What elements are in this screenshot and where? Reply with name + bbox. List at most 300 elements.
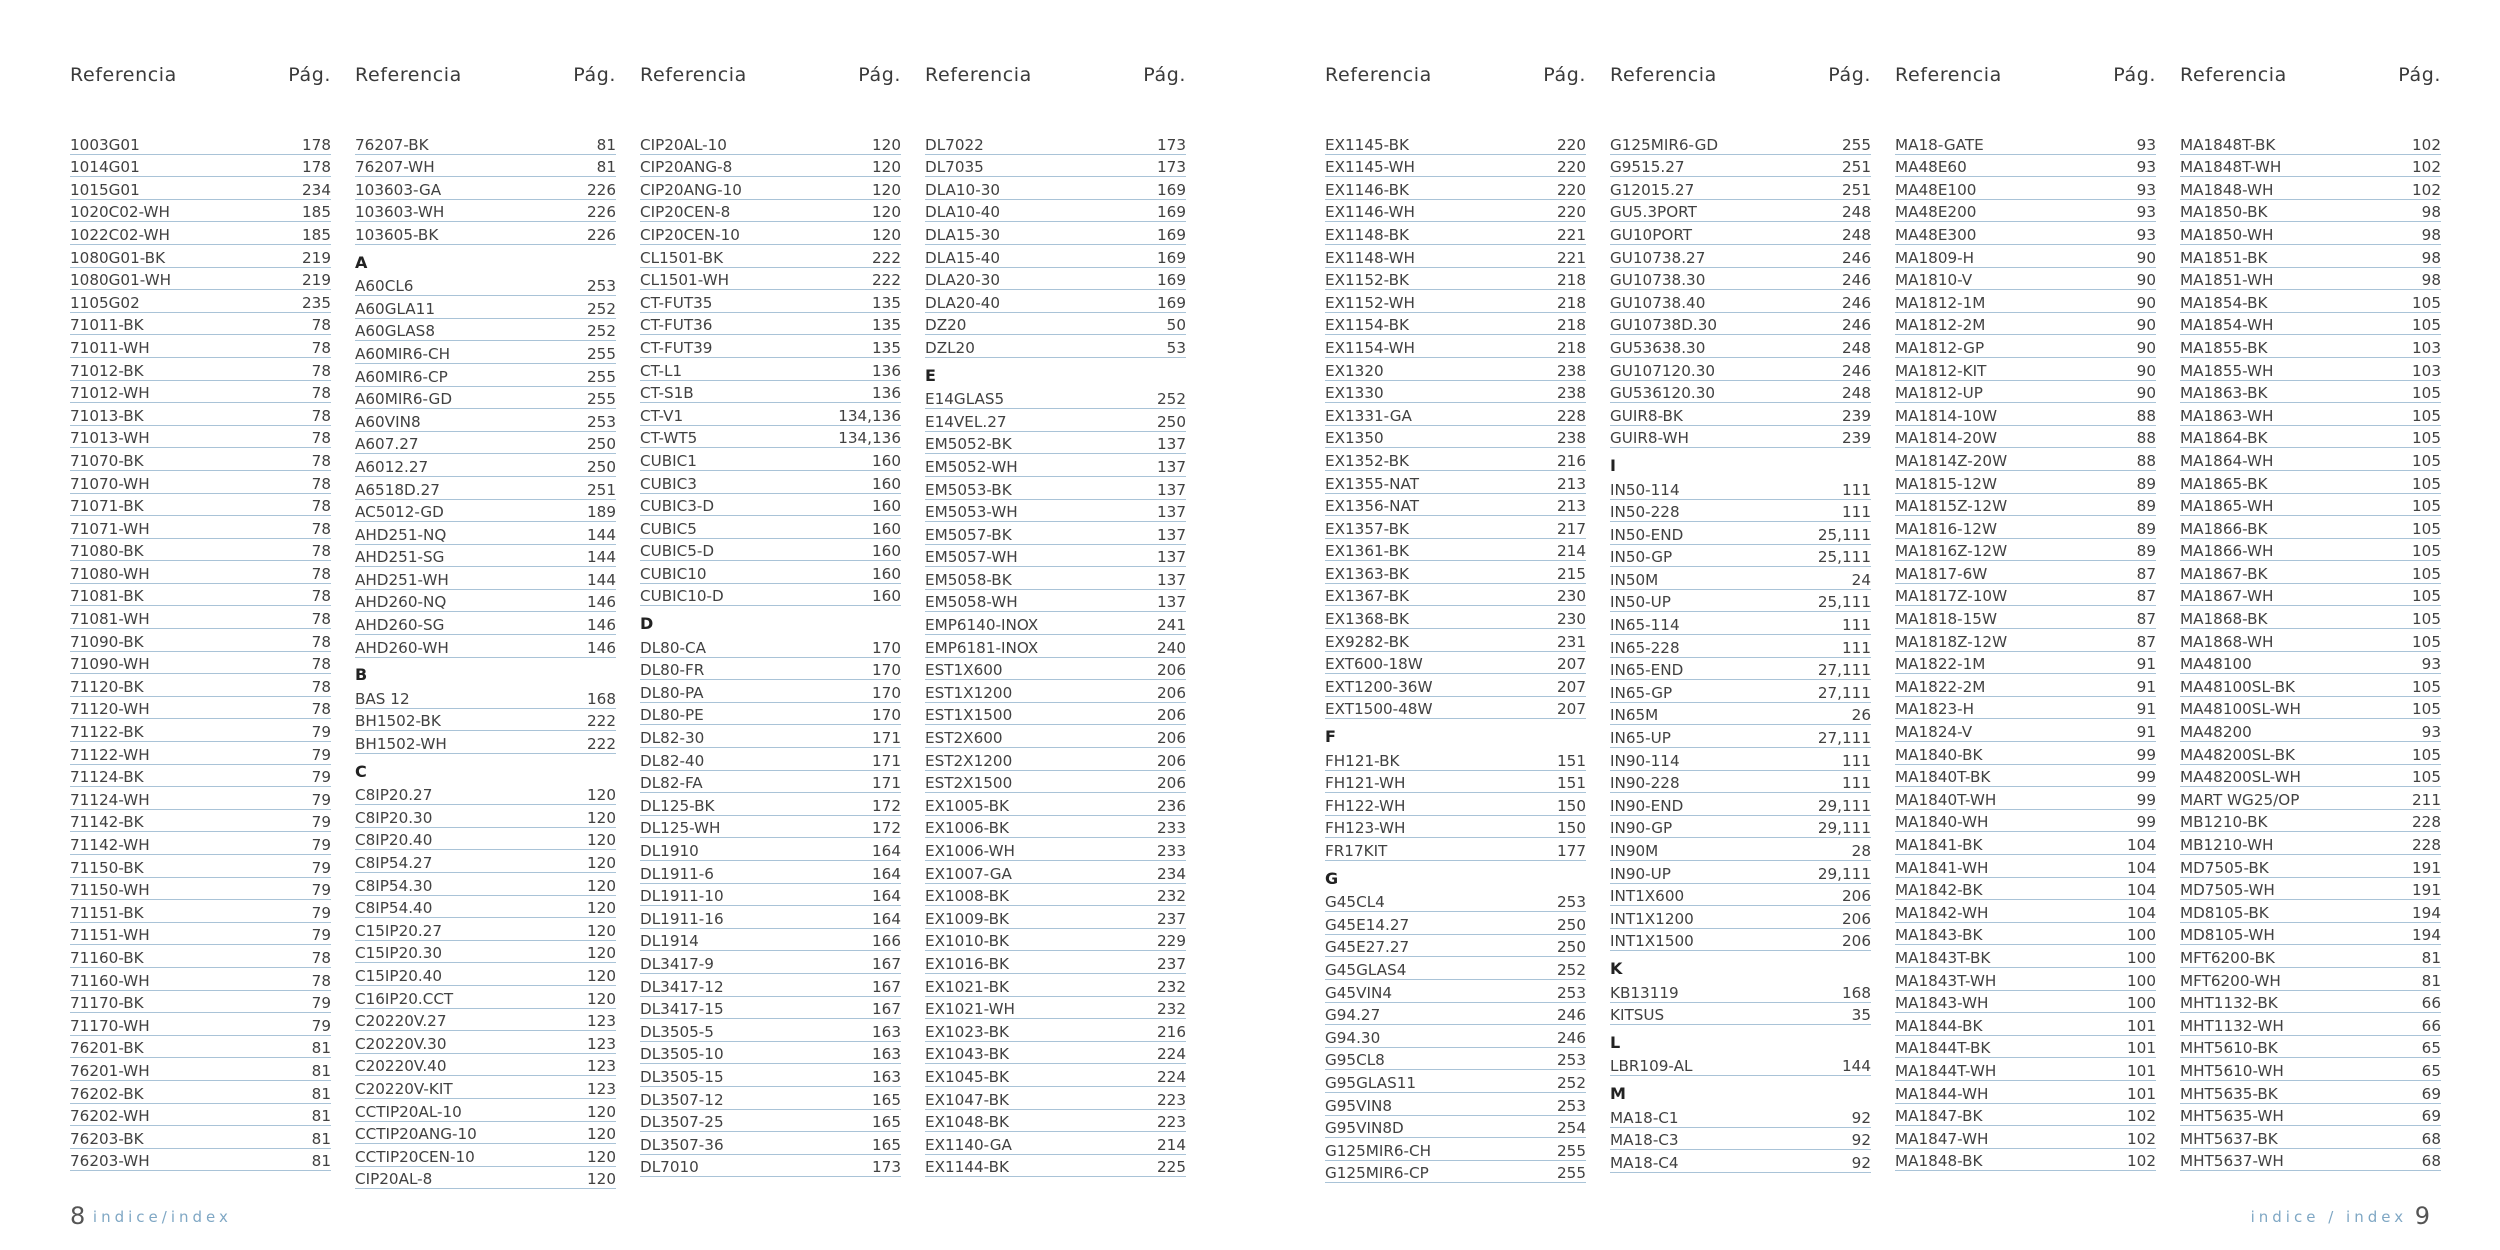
reference-code: EX1043-BK bbox=[925, 1045, 1009, 1064]
index-row bbox=[1325, 1138, 1586, 1161]
index-row bbox=[70, 787, 331, 810]
index-row bbox=[1895, 697, 2156, 720]
page-reference: 120 bbox=[872, 203, 901, 222]
reference-code: C8IP54.40 bbox=[355, 899, 433, 918]
index-row bbox=[355, 941, 616, 964]
index-row bbox=[1610, 222, 1871, 245]
page-reference: 25,111 bbox=[1817, 548, 1871, 567]
page-reference: 90 bbox=[2136, 338, 2156, 357]
reference-code: MA1844T-WH bbox=[1895, 1061, 1997, 1080]
index-row bbox=[925, 245, 1186, 268]
reference-code: EX1021-BK bbox=[925, 977, 1009, 996]
index-row bbox=[2180, 674, 2441, 697]
page-reference: 81 bbox=[311, 1107, 331, 1126]
reference-code: KITSUS bbox=[1610, 1006, 1665, 1025]
reference-code: 71124-BK bbox=[70, 768, 144, 787]
reference-code: C8IP54.27 bbox=[355, 854, 433, 872]
page-reference: 29,111 bbox=[1817, 864, 1871, 883]
index-row bbox=[925, 703, 1186, 726]
section-letter: E bbox=[925, 365, 936, 385]
reference-code: EX1320 bbox=[1325, 361, 1384, 380]
page-reference: 93 bbox=[2421, 723, 2441, 742]
reference-code: G125MIR6-CH bbox=[1325, 1141, 1432, 1160]
page-reference: 78 bbox=[311, 948, 331, 967]
index-row bbox=[1325, 816, 1586, 839]
index-row bbox=[1895, 968, 2156, 991]
reference-code: GU10738.40 bbox=[1610, 293, 1706, 312]
reference-code: G9515.27 bbox=[1610, 158, 1685, 177]
reference-code: 71122-WH bbox=[70, 745, 150, 764]
index-row bbox=[355, 364, 616, 387]
index-row bbox=[70, 697, 331, 720]
reference-code: IN50-END bbox=[1610, 525, 1684, 544]
page-reference: 167 bbox=[872, 1000, 901, 1019]
page-reference: 105 bbox=[2412, 497, 2441, 516]
page-reference: 226 bbox=[587, 225, 616, 244]
page-reference: 220 bbox=[1557, 180, 1586, 199]
index-row bbox=[70, 132, 331, 155]
page-reference: 246 bbox=[1842, 248, 1871, 267]
index-row bbox=[2180, 855, 2441, 878]
page-reference: 206 bbox=[1842, 887, 1871, 906]
page-reference: 235 bbox=[302, 293, 331, 312]
index-row bbox=[640, 222, 901, 245]
reference-code: EM5057-BK bbox=[925, 525, 1012, 544]
index-row bbox=[1895, 945, 2156, 968]
reference-code: IN65M bbox=[1610, 706, 1659, 725]
index-row bbox=[1325, 1048, 1586, 1071]
page-reference: 120 bbox=[587, 966, 616, 985]
page-reference: 248 bbox=[1842, 338, 1871, 357]
reference-code: EX1005-BK bbox=[925, 796, 1009, 815]
reference-code: G125MIR6-GD bbox=[1610, 135, 1719, 154]
page-reference: 99 bbox=[2136, 768, 2156, 787]
reference-code: MA1843-BK bbox=[1895, 926, 1983, 945]
index-row bbox=[70, 900, 331, 923]
index-row bbox=[1325, 561, 1586, 584]
index-row bbox=[355, 635, 616, 658]
index-row bbox=[640, 1019, 901, 1042]
index-row bbox=[640, 177, 901, 200]
reference-code: EX1010-BK bbox=[925, 932, 1009, 951]
reference-code: MA1822-2M bbox=[1895, 677, 1986, 696]
index-row bbox=[1895, 426, 2156, 449]
page-reference: 92 bbox=[1851, 1153, 1871, 1172]
index-row bbox=[1895, 335, 2156, 358]
index-row bbox=[1610, 426, 1871, 449]
page-reference: 123 bbox=[587, 1057, 616, 1076]
page-reference: 213 bbox=[1557, 497, 1586, 516]
reference-code: MA1864-WH bbox=[2180, 451, 2274, 470]
page-reference: 89 bbox=[2136, 542, 2156, 561]
page-reference: 91 bbox=[2136, 655, 2156, 674]
index-row bbox=[640, 313, 901, 336]
index-row bbox=[1895, 1126, 2156, 1149]
page-reference: 79 bbox=[311, 723, 331, 742]
reference-code: CT-L1 bbox=[640, 361, 683, 380]
reference-code: 71124-WH bbox=[70, 790, 150, 809]
index-row bbox=[2180, 494, 2441, 517]
page-reference: 105 bbox=[2412, 474, 2441, 493]
page-reference: 225 bbox=[1157, 1158, 1186, 1177]
reference-code: MA1817-6W bbox=[1895, 564, 1988, 583]
index-row bbox=[2180, 945, 2441, 968]
index-row bbox=[70, 1149, 331, 1172]
index-row bbox=[1325, 245, 1586, 268]
index-row bbox=[1895, 584, 2156, 607]
page-reference: 255 bbox=[587, 367, 616, 386]
reference-code: G95CL8 bbox=[1325, 1051, 1385, 1070]
reference-code: GU53638.30 bbox=[1610, 338, 1706, 357]
page-reference: 189 bbox=[587, 503, 616, 522]
reference-code: IN65-UP bbox=[1610, 729, 1671, 748]
index-column-4 bbox=[925, 64, 1186, 1177]
reference-code: A60CL6 bbox=[355, 277, 414, 296]
index-row bbox=[355, 1076, 616, 1099]
reference-code: MA1815Z-12W bbox=[1895, 497, 2008, 516]
section-letter: C bbox=[355, 761, 367, 781]
reference-code: EX1016-BK bbox=[925, 954, 1009, 973]
page-reference: 165 bbox=[872, 1113, 901, 1132]
page-reference: 237 bbox=[1157, 909, 1186, 928]
index-row bbox=[70, 945, 331, 968]
reference-code: 71150-WH bbox=[70, 881, 150, 900]
reference-code: MA48E300 bbox=[1895, 225, 1977, 244]
reference-code: MA1865-BK bbox=[2180, 474, 2268, 493]
page-reference: 252 bbox=[1557, 1073, 1586, 1092]
page-reference: 137 bbox=[1157, 457, 1186, 476]
page-reference: 120 bbox=[587, 944, 616, 963]
index-row bbox=[925, 906, 1186, 929]
reference-code: IN90-114 bbox=[1610, 751, 1680, 770]
reference-code: MD8105-BK bbox=[2180, 903, 2269, 922]
section-letter: M bbox=[1610, 1083, 1626, 1103]
page-reference: 237 bbox=[1157, 954, 1186, 973]
index-row bbox=[1610, 245, 1871, 268]
reference-code: MA18-C4 bbox=[1610, 1153, 1679, 1172]
reference-code: MD7505-BK bbox=[2180, 858, 2269, 877]
reference-code: A60GLA11 bbox=[355, 299, 436, 318]
page-reference: 163 bbox=[872, 1067, 901, 1086]
index-row bbox=[70, 290, 331, 313]
reference-code: CUBIC1 bbox=[640, 451, 697, 470]
page-reference: 78 bbox=[311, 610, 331, 629]
page-reference: 81 bbox=[311, 1039, 331, 1058]
reference-code: 76201-BK bbox=[70, 1039, 144, 1058]
section-letter: G bbox=[1325, 868, 1339, 888]
reference-code: MA1812-KIT bbox=[1895, 361, 1987, 380]
reference-code: EM5053-WH bbox=[925, 503, 1018, 522]
index-row bbox=[1895, 787, 2156, 810]
reference-code: CT-WT5 bbox=[640, 429, 698, 448]
page-reference: 246 bbox=[1842, 361, 1871, 380]
page-reference: 102 bbox=[2412, 158, 2441, 177]
index-row bbox=[355, 783, 616, 806]
reference-code: MA48200 bbox=[2180, 723, 2252, 742]
page-reference: 120 bbox=[587, 876, 616, 895]
page-reference: 164 bbox=[872, 909, 901, 928]
reference-code: DL82-30 bbox=[640, 729, 705, 748]
reference-code: MA18-C1 bbox=[1610, 1108, 1679, 1127]
page-reference: 87 bbox=[2136, 564, 2156, 583]
reference-code: 71080-BK bbox=[70, 542, 144, 561]
index-row bbox=[1610, 545, 1871, 568]
reference-code: IN50-114 bbox=[1610, 480, 1680, 499]
index-row bbox=[2180, 991, 2441, 1014]
index-row bbox=[1325, 313, 1586, 336]
page-reference: 81 bbox=[596, 135, 616, 154]
reference-code: MA48100SL-BK bbox=[2180, 677, 2295, 696]
page-reference: 164 bbox=[872, 864, 901, 883]
index-row bbox=[640, 748, 901, 771]
reference-code: IN90-END bbox=[1610, 796, 1684, 815]
page-reference: 68 bbox=[2421, 1129, 2441, 1148]
reference-code: AC5012-GD bbox=[355, 503, 444, 522]
page-reference: 120 bbox=[587, 1147, 616, 1166]
page-reference: 218 bbox=[1557, 316, 1586, 335]
page-reference: 78 bbox=[311, 384, 331, 403]
page-reference: 252 bbox=[587, 299, 616, 318]
reference-code: CUBIC10 bbox=[640, 564, 707, 583]
index-row bbox=[925, 432, 1186, 455]
page-reference: 92 bbox=[1851, 1108, 1871, 1127]
index-row bbox=[355, 567, 616, 590]
reference-code: INT1X1500 bbox=[1610, 932, 1694, 951]
reference-code: FH123-WH bbox=[1325, 819, 1406, 838]
index-row bbox=[1895, 719, 2156, 742]
index-row bbox=[925, 635, 1186, 658]
page-reference: 219 bbox=[302, 271, 331, 290]
page-reference: 78 bbox=[311, 971, 331, 990]
index-row bbox=[1895, 290, 2156, 313]
page-reference: 214 bbox=[1157, 1135, 1186, 1154]
index-row bbox=[70, 810, 331, 833]
page-reference: 207 bbox=[1557, 655, 1586, 674]
index-row bbox=[1895, 155, 2156, 178]
index-row bbox=[2180, 968, 2441, 991]
index-row bbox=[1325, 200, 1586, 223]
reference-code: MHT5610-BK bbox=[2180, 1039, 2278, 1058]
index-row bbox=[640, 494, 901, 517]
page-reference: 170 bbox=[872, 638, 901, 657]
page-reference: 29,111 bbox=[1817, 819, 1871, 838]
page-reference: 105 bbox=[2412, 429, 2441, 448]
page-reference: 185 bbox=[302, 203, 331, 222]
page-reference: 211 bbox=[2412, 790, 2441, 809]
page-reference: 146 bbox=[587, 638, 616, 657]
page-reference: 223 bbox=[1157, 1090, 1186, 1109]
reference-code: DL7035 bbox=[925, 158, 984, 177]
index-row bbox=[2180, 132, 2441, 155]
reference-code: G45E14.27 bbox=[1325, 915, 1410, 934]
page-reference: 137 bbox=[1157, 570, 1186, 589]
section-letter: F bbox=[1325, 727, 1336, 747]
reference-code: MA1812-GP bbox=[1895, 338, 1985, 357]
reference-code: EX1144-BK bbox=[925, 1158, 1009, 1177]
reference-code: EX1154-WH bbox=[1325, 338, 1415, 357]
index-row bbox=[355, 986, 616, 1009]
reference-code: MA1868-WH bbox=[2180, 632, 2274, 651]
footer-tag-right: indice / index bbox=[2250, 1208, 2408, 1226]
reference-code: 71011-WH bbox=[70, 338, 150, 357]
page-reference: 103 bbox=[2412, 338, 2441, 357]
index-row bbox=[1325, 358, 1586, 381]
reference-code: 71151-BK bbox=[70, 903, 144, 922]
index-row bbox=[1610, 522, 1871, 545]
page-reference: 120 bbox=[587, 989, 616, 1008]
index-row bbox=[640, 951, 901, 974]
reference-code: MA1866-WH bbox=[2180, 542, 2274, 561]
reference-code: 71142-WH bbox=[70, 836, 150, 854]
index-row bbox=[640, 997, 901, 1020]
index-row bbox=[355, 828, 616, 851]
reference-code: 76207-WH bbox=[355, 158, 435, 177]
reference-code: INT1X600 bbox=[1610, 887, 1685, 906]
index-row bbox=[355, 963, 616, 986]
reference-code: IN90-UP bbox=[1610, 864, 1671, 883]
reference-code: 71071-BK bbox=[70, 497, 144, 516]
page-reference: 102 bbox=[2127, 1152, 2156, 1171]
page-reference: 170 bbox=[872, 661, 901, 680]
footer-left bbox=[70, 1202, 232, 1230]
page-reference: 214 bbox=[1557, 542, 1586, 561]
reference-code: DL3507-36 bbox=[640, 1135, 724, 1154]
reference-code: MA48E100 bbox=[1895, 180, 1977, 199]
index-row bbox=[925, 861, 1186, 884]
reference-code: 71160-BK bbox=[70, 948, 144, 967]
page-reference: 134,136 bbox=[838, 406, 901, 425]
page-reference: 89 bbox=[2136, 519, 2156, 538]
page-reference: 160 bbox=[872, 542, 901, 561]
footer-tag-left: indice/index bbox=[92, 1208, 232, 1226]
index-row bbox=[925, 884, 1186, 907]
page-reference: 246 bbox=[1842, 293, 1871, 312]
page-reference: 207 bbox=[1557, 700, 1586, 719]
index-row bbox=[1325, 222, 1586, 245]
index-row bbox=[640, 906, 901, 929]
page-reference: 120 bbox=[587, 808, 616, 827]
reference-code: CT-V1 bbox=[640, 406, 684, 425]
page-reference: 111 bbox=[1842, 503, 1871, 522]
index-row bbox=[2180, 652, 2441, 675]
page-reference: 165 bbox=[872, 1135, 901, 1154]
index-row bbox=[1325, 1093, 1586, 1116]
page-reference: 135 bbox=[872, 293, 901, 312]
index-row bbox=[70, 584, 331, 607]
reference-code: G94.27 bbox=[1325, 1006, 1381, 1025]
index-row bbox=[355, 918, 616, 941]
index-row bbox=[70, 855, 331, 878]
reference-code: 71081-BK bbox=[70, 587, 144, 606]
page-reference: 81 bbox=[596, 158, 616, 177]
index-row bbox=[355, 500, 616, 523]
page-reference: 78 bbox=[311, 316, 331, 335]
reference-code: MA1847-WH bbox=[1895, 1129, 1989, 1148]
index-row bbox=[2180, 584, 2441, 607]
index-row bbox=[70, 719, 331, 742]
index-row bbox=[70, 968, 331, 991]
reference-code: EST1X1200 bbox=[925, 683, 1013, 702]
index-row bbox=[355, 805, 616, 828]
page-reference: 144 bbox=[587, 548, 616, 567]
index-row bbox=[1610, 1054, 1871, 1077]
page-reference: 248 bbox=[1842, 384, 1871, 403]
page-reference: 251 bbox=[587, 480, 616, 499]
reference-code: CIP20ANG-8 bbox=[640, 158, 733, 177]
reference-code: CUBIC3 bbox=[640, 474, 697, 493]
reference-code: CUBIC5 bbox=[640, 519, 697, 538]
reference-code: MA48100 bbox=[2180, 655, 2252, 674]
index-row bbox=[640, 426, 901, 449]
index-row bbox=[1610, 567, 1871, 590]
reference-code: 71142-BK bbox=[70, 813, 144, 832]
index-row bbox=[2180, 200, 2441, 223]
reference-code: MA1840-WH bbox=[1895, 813, 1989, 832]
header-page-label: Pág. bbox=[2398, 64, 2441, 86]
index-row bbox=[2180, 358, 2441, 381]
reference-code: DLA20-30 bbox=[925, 271, 1001, 290]
page-reference: 234 bbox=[1157, 864, 1186, 883]
reference-code: MFT6200-BK bbox=[2180, 948, 2275, 967]
reference-code: MA1812-1M bbox=[1895, 293, 1986, 312]
reference-code: EST2X1500 bbox=[925, 774, 1013, 793]
reference-code: MA1843T-BK bbox=[1895, 948, 1991, 967]
page-reference: 78 bbox=[311, 677, 331, 696]
index-row bbox=[70, 200, 331, 223]
reference-code: 71081-WH bbox=[70, 610, 150, 629]
index-row bbox=[1610, 861, 1871, 884]
reference-code: MHT5637-BK bbox=[2180, 1129, 2278, 1148]
page-reference: 255 bbox=[1842, 135, 1871, 154]
reference-code: 71011-BK bbox=[70, 316, 144, 335]
reference-code: MHT5610-WH bbox=[2180, 1061, 2284, 1080]
page-reference: 191 bbox=[2412, 858, 2441, 877]
index-row bbox=[640, 448, 901, 471]
index-row bbox=[1895, 1058, 2156, 1081]
index-row bbox=[1325, 629, 1586, 652]
page-reference: 252 bbox=[1157, 390, 1186, 409]
index-row bbox=[70, 245, 331, 268]
reference-code: EX1145-BK bbox=[1325, 135, 1409, 154]
index-row bbox=[925, 335, 1186, 358]
reference-code: EST2X1200 bbox=[925, 751, 1013, 770]
reference-code: G45E27.27 bbox=[1325, 938, 1410, 957]
index-row bbox=[2180, 177, 2441, 200]
page-reference: 169 bbox=[1157, 293, 1186, 312]
reference-code: 103603-GA bbox=[355, 180, 442, 199]
index-row bbox=[70, 832, 331, 855]
index-row bbox=[640, 358, 901, 381]
page-reference: 66 bbox=[2421, 1016, 2441, 1035]
page-reference: 65 bbox=[2421, 1039, 2441, 1058]
reference-code: EX1047-BK bbox=[925, 1090, 1009, 1109]
reference-code: MART WG25/OP bbox=[2180, 790, 2300, 809]
page-reference: 104 bbox=[2127, 858, 2156, 877]
reference-code: CT-FUT35 bbox=[640, 293, 713, 312]
page-reference: 81 bbox=[311, 1152, 331, 1171]
page-reference: 173 bbox=[1157, 135, 1186, 154]
page-reference: 164 bbox=[872, 887, 901, 906]
index-row bbox=[640, 290, 901, 313]
index-row bbox=[355, 1054, 616, 1077]
index-row bbox=[925, 1042, 1186, 1065]
index-row bbox=[355, 731, 616, 754]
reference-code: A60MIR6-CH bbox=[355, 344, 451, 363]
index-row bbox=[1610, 703, 1871, 726]
reference-code: EXT1200-36W bbox=[1325, 677, 1433, 696]
reference-code: EX1355-NAT bbox=[1325, 474, 1419, 493]
page-reference: 207 bbox=[1557, 677, 1586, 696]
